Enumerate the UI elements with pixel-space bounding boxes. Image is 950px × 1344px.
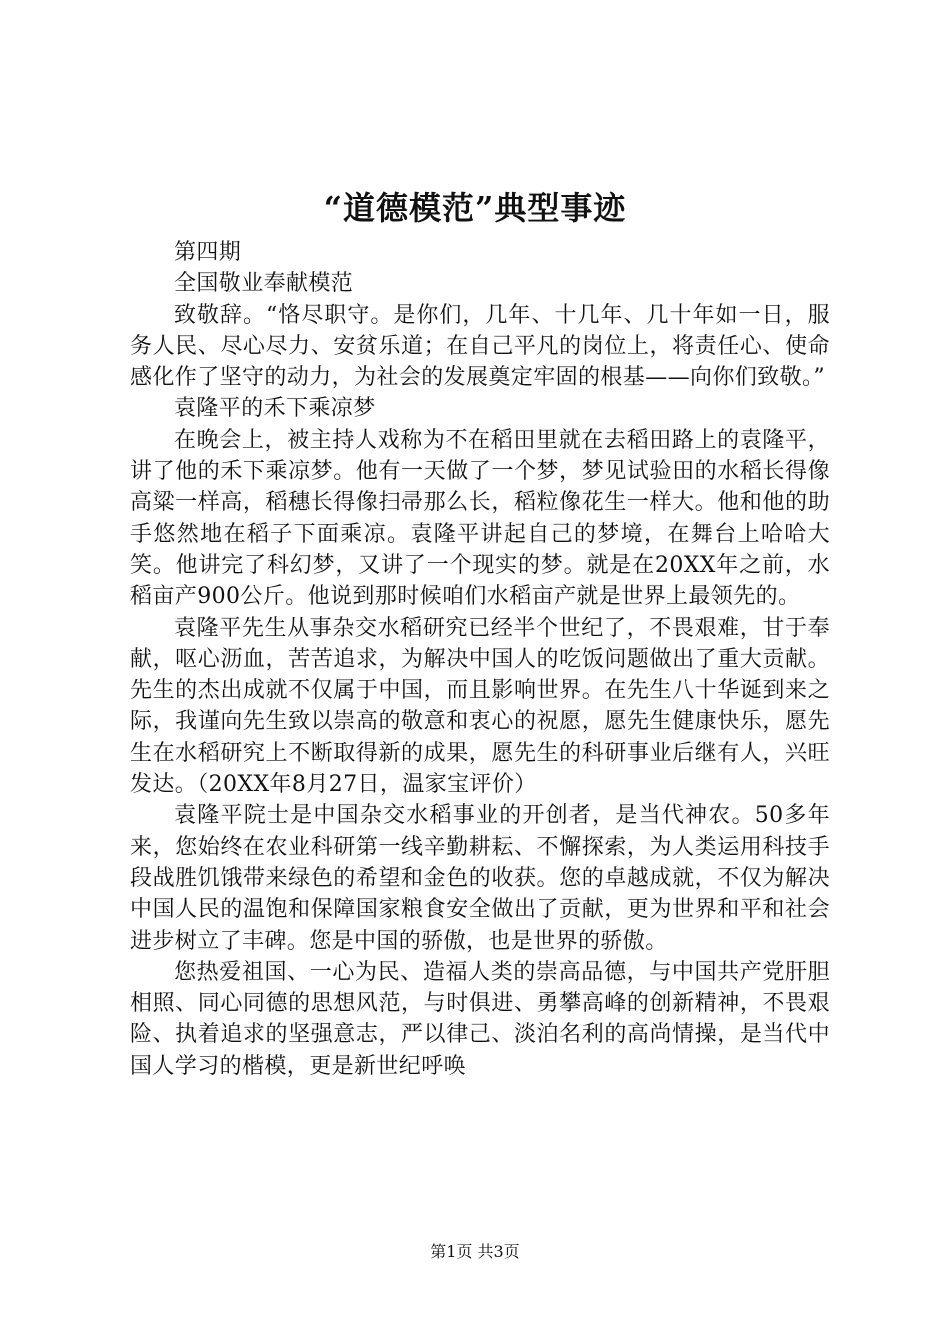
tribute-paragraph: 致敬辞。“恪尽职守。是你们，几年、十几年、几十年如一日，服务人民、尽心尽力、安贫乐道；在自己平凡的岗位上，将责任心、使命感化作了坚守的动力，为社会的发展奠定牢固的根基——向你们致敬。” [130,302,830,391]
body-paragraph: 袁隆平先生从事杂交水稻研究已经半个世纪了，不畏艰难，甘于奉献，呕心沥血，苦苦追求，为解决中国人的吃饭问题做出了重大贡献。先生的杰出成就不仅属于中国，而且影响世界。在先生八十华诞到来之际，我谨向先生致以崇高的敬意和衷心的祝愿，愿先生健康快乐，愿先生在水稻研究上不断取得新的成果，愿先生的科研事业后继有人，兴旺发达。（20XX年8月27日，温家宝评价） [130,615,830,798]
document-body [130,237,830,1082]
body-paragraph: 您热爱祖国、一心为民、造福人类的崇高品德，与中国共产党肝胆相照、同心同德的思想风范，与时俱进、勇攀高峰的创新精神，不畏艰险、执着追求的坚强意志，严以律己、淡泊名利的高尚情操，是当代中国人学习的楷模，更是新世纪呼唤 [130,959,830,1079]
page-footer: 第1页 共3页 [430,1242,520,1261]
issue-number: 第四期 [174,240,242,265]
document-title: “道德模范”典型事迹 [323,189,627,227]
body-paragraph: 袁隆平院士是中国杂交水稻事业的开创者，是当代神农。50多年来，您始终在农业科研第一线辛勤耕耘、不懈探索，为人类运用科技手段战胜饥饿带来绿色的希望和金色的收获。您的卓越成就，不仅为解决中国人民的温饱和保障国家粮食安全做出了贡献，更为世界和平和社会进步树立了丰碑。您是中国的骄傲，也是世界的骄傲。 [130,803,830,954]
body-paragraph: 在晚会上，被主持人戏称为不在稻田里就在去稻田路上的袁隆平，讲了他的禾下乘凉梦。他有一天做了一个梦，梦见试验田的水稻长得像高粱一样高，稻穗长得像扫帚那么长，稻粒像花生一样大。他和他的助手悠然地在稻子下面乘凉。袁隆平讲起自己的梦境，在舞台上哈哈大笑。他讲完了科幻梦，又讲了一个现实的梦。就是在20XX年之前，水稻亩产900公斤。他说到那时候咱们水稻亩产就是世界上最领先的。 [130,427,830,610]
section-heading: 全国敬业奉献模范 [174,271,354,297]
subsection-heading: 袁隆平的禾下乘凉梦 [174,396,376,422]
